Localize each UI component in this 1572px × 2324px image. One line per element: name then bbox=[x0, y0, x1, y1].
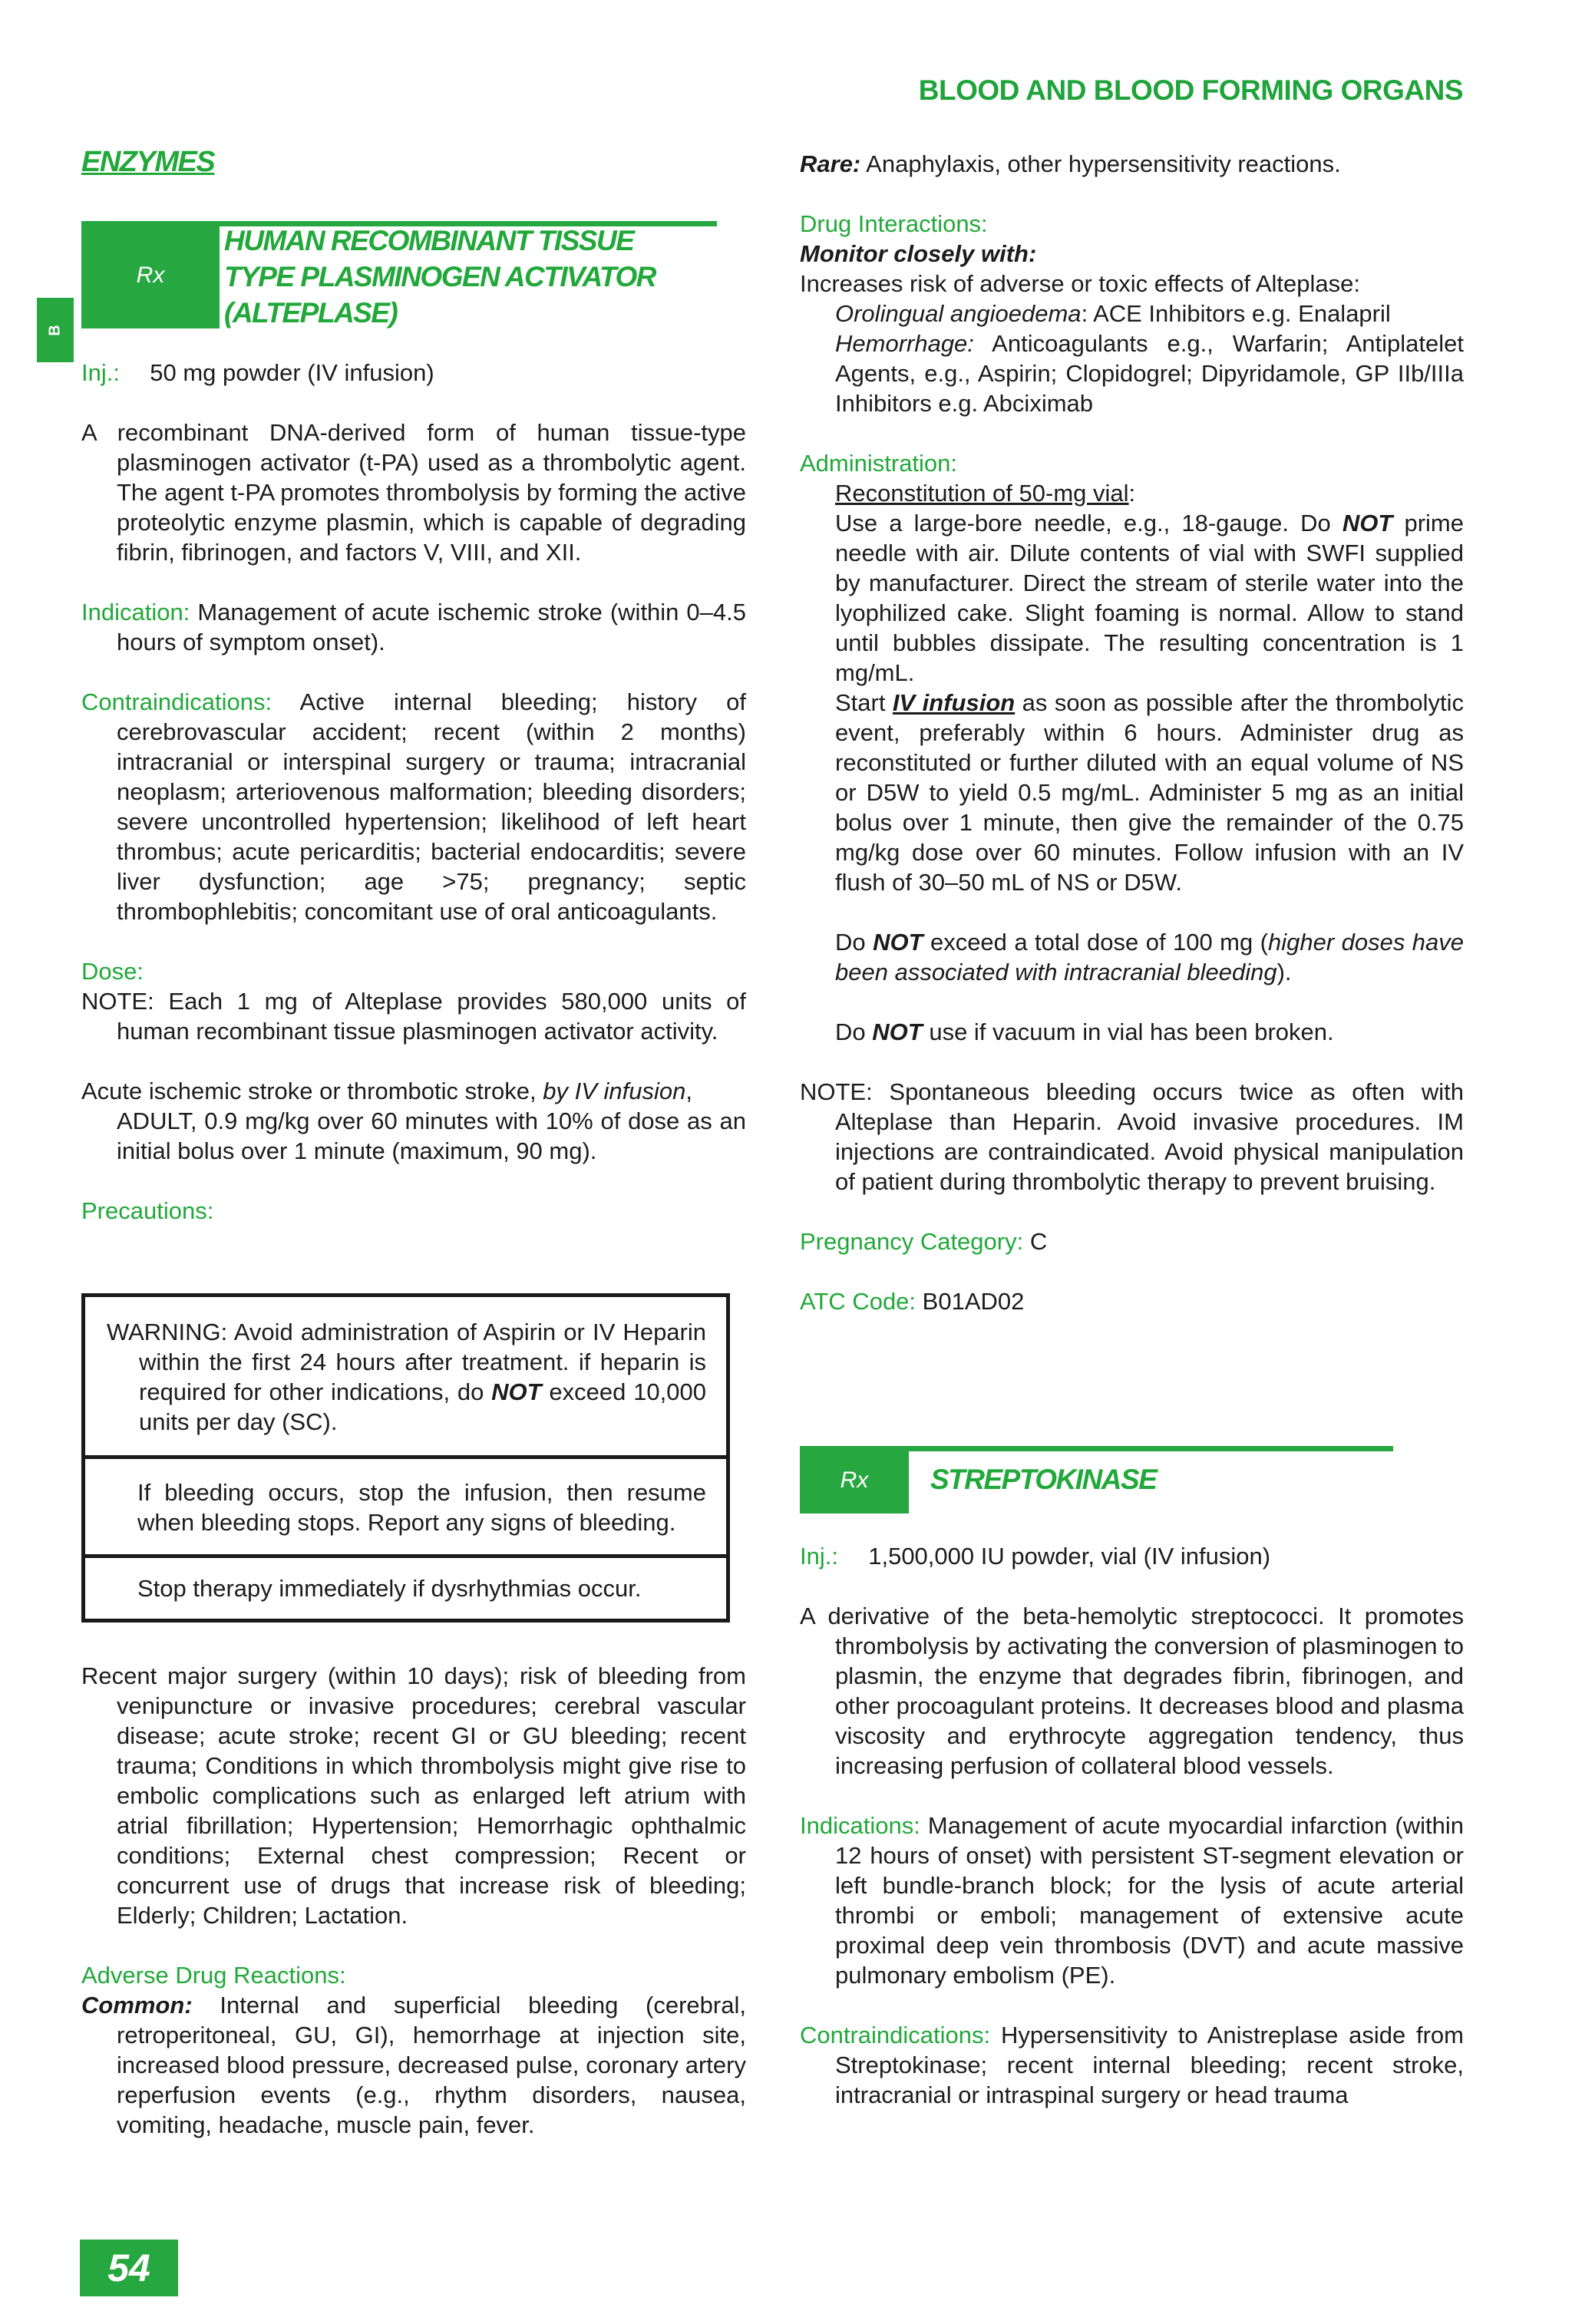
rx-badge bbox=[800, 1446, 909, 1514]
start-body: Start bbox=[835, 689, 886, 716]
donot-text: Do bbox=[835, 1018, 866, 1045]
start-infusion-text bbox=[800, 688, 1464, 897]
administration-note bbox=[800, 1077, 1464, 1197]
adr-common-label: Common: bbox=[81, 1992, 193, 2019]
warning-label: WARNING: bbox=[107, 1319, 228, 1345]
dose-note-label: NOTE: bbox=[81, 988, 154, 1015]
donot-text: use if vacuum in vial has been broken. bbox=[929, 1018, 1334, 1045]
indication bbox=[81, 597, 746, 657]
orolingual-line bbox=[800, 299, 1464, 328]
pregnancy-category bbox=[800, 1226, 1464, 1256]
contra-label: Contraindications: bbox=[800, 2022, 991, 2048]
right-column-body bbox=[800, 149, 1464, 1316]
increases-text: Increases risk of adverse or toxic effects of Alteplase: bbox=[800, 270, 1360, 297]
orolingual-label: Orolingual angioedema bbox=[835, 300, 1082, 327]
precautions-text: Recent major surgery (within 10 days); risk of bleeding from venipuncture or invasive procedures; cerebral vascular disease; acute stroke; recent GI or GU bleeding; recent trauma; Conditions in which thrombolysis might give rise to embolic complications such as enlarged left atrium with atrial fibrillation; Hypertension; Hemorrhagic ophthalmic conditions; External chest compression; Recent or concurrent use of drugs that increase risk of bleeding; Elderly; Children; Lactation. bbox=[81, 1662, 746, 1929]
recon-end: . bbox=[907, 659, 915, 686]
warning-box bbox=[81, 1293, 730, 1623]
rx-label: Rx bbox=[136, 262, 165, 288]
recon-body: prime needle with air. Dilute contents of vial with SWFI supplied by manufacturer. Direct the stream of sterile water into the lyophilized cake. Slight foaming is normal. Allow to stand until bubbles dissipate. The resulting concentration is bbox=[835, 510, 1464, 656]
recon-body: Use a large-bore needle, e.g., 18-gauge. Do bbox=[835, 510, 1331, 536]
donot-text: ). bbox=[1276, 959, 1292, 985]
indications bbox=[800, 1811, 1464, 1990]
dose-note bbox=[81, 986, 746, 1046]
adr-common bbox=[81, 1990, 746, 2140]
donot-text: exceed a total dose of 100 mg ( bbox=[930, 929, 1268, 956]
recon-not: NOT bbox=[1342, 510, 1393, 536]
banner-rule bbox=[909, 1446, 1393, 1451]
drug-name-alteplase bbox=[224, 223, 656, 331]
drug-name-line: TYPE PLASMINOGEN ACTIVATOR bbox=[224, 261, 656, 292]
contra-text: Hypersensitivity to Anistreplase aside from Streptokinase; recent internal bleeding; recent stroke, intracranial or intraspinal surgery or head trauma bbox=[835, 2022, 1464, 2108]
inj-label: Inj.: bbox=[81, 359, 120, 386]
drug-description: A recombinant DNA-derived form of human tissue-type plasminogen activator (t-PA) used as a thrombolytic agent. The agent t-PA promotes thrombolysis by forming the active proteolytic enzyme plasmin, which is capable of degrading fibrin, fibrinogen, and factors V, VIII, and XII. bbox=[81, 419, 746, 566]
bleeding-text: If bleeding occurs, stop the infusion, then resume when bleeding stops. Report any signs of bleeding. bbox=[137, 1479, 706, 1536]
atc-label: ATC Code: bbox=[800, 1288, 916, 1315]
adr-label: Adverse Drug Reactions: bbox=[81, 1962, 346, 1989]
injection-line bbox=[81, 358, 746, 388]
hemorrhage-text: Anticoagulants e.g., Warfarin; Antiplatelet Agents, e.g., Aspirin; Clopidogrel; Dipyridamole, GP IIb/IIIa Inhibitors e.g. Abciximab bbox=[835, 330, 1464, 417]
donot-italic: higher doses have been associated with intracranial bleeding bbox=[835, 929, 1464, 985]
recon-concentration: 1 mg/mL bbox=[835, 629, 1464, 686]
warning-cell bbox=[85, 1297, 726, 1455]
contraindications bbox=[81, 687, 746, 926]
warning-body: exceed 10,000 units per day (SC). bbox=[139, 1378, 706, 1435]
adr-rare bbox=[800, 149, 1464, 179]
reconstitution-label: Reconstitution of 50-mg vial bbox=[835, 480, 1129, 507]
monitor-label: Monitor closely with: bbox=[800, 240, 1037, 267]
left-column-body bbox=[81, 358, 746, 1226]
drug-name-line: (ALTEPLASE) bbox=[224, 297, 398, 328]
inj-text: 1,500,000 IU powder, vial (IV infusion) bbox=[868, 1543, 1271, 1570]
donot-text: Do bbox=[835, 929, 866, 956]
dose-regimen bbox=[81, 1076, 746, 1166]
contra-text: Active internal bleeding; history of cerebrovascular accident; recent (within 2 months) intracranial or interspinal surgery or trauma; intracranial neoplasm; arteriovenous malformation; bleeding disorders; severe uncontrolled hypertension; likelihood of left heart thrombus; acute pericarditis; bacterial endocarditis; severe liver dysfunction; age >75; pregnancy; septic thrombophlebitis; concomitant use of oral anticoagulants. bbox=[117, 688, 746, 925]
donot-not: NOT bbox=[873, 929, 923, 956]
start-concentration: 0.5 mg/mL bbox=[1018, 779, 1134, 806]
do-not-use bbox=[800, 1017, 1464, 1047]
dose-label: Dose: bbox=[81, 958, 144, 985]
warning-body: Avoid administration of Aspirin or IV Heparin within the first 24 hours after treatment. if heparin is required for other indications, do bbox=[139, 1319, 706, 1405]
section-title: ENZYMES bbox=[81, 146, 215, 178]
rx-label: Rx bbox=[840, 1467, 869, 1493]
dysrhythmia-cell bbox=[85, 1554, 726, 1619]
dose-note-text: Each 1 mg of Alteplase provides 580,000 units of human recombinant tissue plasminogen activator activity. bbox=[117, 988, 746, 1045]
left-column-body-2 bbox=[81, 1661, 746, 2140]
chapter-tab bbox=[37, 298, 74, 362]
atc-value: B01AD02 bbox=[922, 1288, 1025, 1315]
contra-label: Contraindications: bbox=[81, 688, 272, 715]
reconstitution-colon: : bbox=[1128, 480, 1136, 507]
dysrhythmia-text: Stop therapy immediately if dysrhythmias occur. bbox=[137, 1575, 642, 1602]
do-not-exceed bbox=[800, 927, 1464, 987]
start-body: as soon as possible after the thrombolytic event, preferably within 6 hours. Administer drug as reconstituted or further diluted with an equal volume of NS or D5W to yield bbox=[835, 689, 1464, 806]
adr-common-text: Internal and superficial bleeding (cerebral, retroperitoneal, GU, GI), hemorrhage at injection site, increased blood pressure, decreased pulse, coronary artery reperfusion events (e.g., rhythm disorders, nausea, vomiting, headache, muscle pain, fever. bbox=[117, 1992, 746, 2138]
chapter-tab-letter: B bbox=[46, 324, 64, 336]
start-body: . Administer 5 mg as an initial bolus over 1 minute, then give the remainder of the 0.75 mg/kg dose over 60 minutes. Follow infusion with an IV flush of 30–50 mL of NS or D5W. bbox=[835, 779, 1464, 896]
warning-not: NOT bbox=[491, 1378, 542, 1405]
injection-line bbox=[800, 1541, 1464, 1571]
indications-label: Indications: bbox=[800, 1812, 920, 1839]
adr-rare-label: Rare: bbox=[800, 150, 861, 177]
inj-text: 50 mg powder (IV infusion) bbox=[150, 359, 434, 386]
drug-name-streptokinase: STREPTOKINASE bbox=[930, 1464, 1157, 1495]
warning-text bbox=[107, 1317, 706, 1437]
bleeding-cell bbox=[85, 1455, 726, 1554]
dose-text: , 0.9 mg/kg over 60 minutes with 10% of dose as an initial bolus over 1 minute (maximum, 90 mg). bbox=[117, 1108, 746, 1164]
pregnancy-label: Pregnancy Category: bbox=[800, 1228, 1024, 1255]
orolingual-text: : ACE Inhibitors e.g. Enalapril bbox=[1081, 300, 1391, 327]
rx-badge bbox=[81, 221, 220, 328]
reconstitution-heading bbox=[800, 478, 1464, 508]
drug-description: A derivative of the beta-hemolytic streptococci. It promotes thrombolysis by activating the conversion of plasminogen to plasmin, the enzyme that degrades fibrin, fibrinogen, and other procoagulant proteins. It decreases blood and plasma viscosity and erythrocyte aggregation tendency, thus increasing perfusion of collateral blood vessels. bbox=[800, 1603, 1464, 1779]
note-label: NOTE: bbox=[800, 1078, 873, 1105]
dose-punct: , bbox=[685, 1078, 693, 1104]
indications-text: Management of acute myocardial infarction (within 12 hours of onset) with persistent ST-segment elevation or left bundle-branch block; for the lysis of acute arterial thrombi or emboli; management of extensive acute proximal deep vein thrombosis (DVT) and acute massive pulmonary embolism (PE). bbox=[835, 1812, 1464, 1989]
drug-name-line: HUMAN RECOMBINANT TISSUE bbox=[224, 225, 634, 256]
hemorrhage-line bbox=[800, 328, 1464, 418]
pregnancy-value: C bbox=[1029, 1228, 1048, 1255]
atc-code bbox=[800, 1286, 1464, 1316]
note-text: Spontaneous bleeding occurs twice as often with Alteplase than Heparin. Avoid invasive procedures. IM injections are contraindicated. Avoid physical manipulation of patient during thrombolytic therapy to prevent bruising. bbox=[835, 1078, 1464, 1195]
right-column-body-2 bbox=[800, 1541, 1464, 2110]
running-header: BLOOD AND BLOOD FORMING ORGANS bbox=[918, 74, 1463, 106]
start-iv-infusion: IV infusion bbox=[892, 689, 1016, 716]
indication-label: Indication: bbox=[81, 599, 190, 626]
adr-rare-text: Anaphylaxis, other hypersensitivity reactions. bbox=[866, 150, 1341, 177]
hemorrhage-label: Hemorrhage: bbox=[835, 330, 974, 357]
administration-label: Administration: bbox=[800, 450, 958, 477]
precautions-label: Precautions: bbox=[81, 1197, 214, 1224]
interactions-label: Drug Interactions: bbox=[800, 210, 988, 237]
page-number: 54 bbox=[80, 2240, 178, 2296]
indication-text: Management of acute ischemic stroke (within 0–4.5 hours of symptom onset). bbox=[117, 599, 746, 655]
reconstitution-text bbox=[800, 508, 1464, 688]
dose-route: by IV infusion bbox=[543, 1078, 686, 1104]
inj-label: Inj.: bbox=[800, 1543, 838, 1570]
contraindications bbox=[800, 2020, 1464, 2110]
dose-adult-label: ADULT bbox=[117, 1108, 190, 1134]
dose-text: Acute ischemic stroke or thrombotic stroke, bbox=[81, 1078, 537, 1104]
donot-not: NOT bbox=[872, 1018, 923, 1045]
